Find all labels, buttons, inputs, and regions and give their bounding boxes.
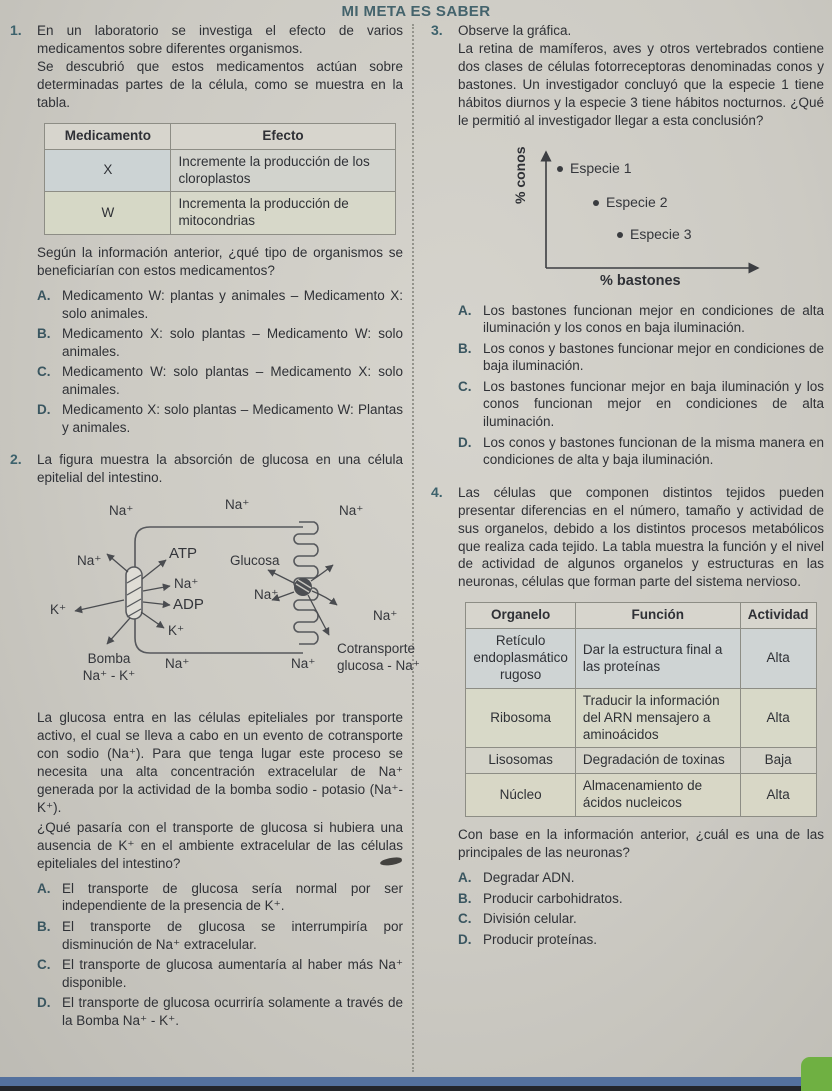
table-header-cell: Organelo: [466, 603, 576, 629]
k-label: K⁺: [50, 602, 67, 618]
question-1-intro-2: Se descubrió que estos medicamentos actúan sobre determinadas partes de la célula, como se muestra en la tabla.: [37, 58, 403, 110]
option-a: [37, 287, 403, 322]
na-label: Na⁺: [109, 503, 134, 519]
option-letter: C.: [37, 364, 51, 380]
option-text: Medicamento X: solo plantas – Medicamento W: Plantas y animales.: [62, 402, 403, 435]
option-b: [37, 918, 403, 953]
table-cell: W: [45, 192, 171, 235]
question-2-body: La glucosa entra en las células epiteliales por transporte activo, el cual se lleva a cabo en un evento de cotransporte con sodio (Na⁺). Para que tenga lugar este proceso se necesita una alta concentración extracelular de Na⁺ generada por la actividad de la bomba sodio - potasio (Na⁺- K⁺).: [37, 710, 403, 816]
table-cell: Incremente la producción de los cloroplastos: [171, 149, 395, 192]
pump-caption: Bomba Na⁺ - K⁺: [82, 651, 136, 684]
na-label: Na⁺: [225, 497, 250, 513]
table-cell: Retículo endoplasmático rugoso: [466, 629, 576, 689]
table-cell: Incrementa la producción de mitocondrias: [171, 192, 395, 235]
green-corner-tab: [801, 1057, 832, 1091]
option-letter: D.: [37, 995, 51, 1011]
option-text: El transporte de glucosa aumentaría al haber más Na⁺ disponible.: [62, 957, 403, 990]
question-2-number: 2.: [10, 451, 22, 468]
na-label: Na⁺: [254, 587, 279, 603]
table-cell: Baja: [740, 748, 816, 774]
y-axis-label: % conos: [512, 146, 528, 204]
option-letter: C.: [458, 378, 472, 394]
question-3-intro-2: La retina de mamíferos, aves y otros vertebrados contiene dos clases de células fotorreceptoras denominadas conos y bastones. Un investigador concluyó que la especie 1 tiene hábitos diurnos y la especie 3 tiene hábitos nocturnos. ¿Qué le permitió al investigador llegar a esta conclusión?: [458, 40, 824, 128]
table-row: [45, 192, 395, 235]
question-4-options: [458, 869, 824, 948]
option-d: [458, 931, 824, 949]
table-cell: Dar la estructura final a las proteínas: [575, 629, 740, 689]
na-label: Na⁺: [291, 656, 316, 672]
point-label-especie-3: Especie 3: [630, 225, 692, 242]
option-text: División celular.: [483, 911, 577, 927]
question-4: [431, 484, 824, 952]
footer-blue-bar: [0, 1077, 832, 1086]
medicamento-table: [44, 123, 395, 235]
content-columns: [10, 22, 824, 1044]
atp-label: ATP: [169, 545, 198, 563]
option-letter: A.: [37, 288, 51, 304]
option-text: Producir proteínas.: [483, 931, 598, 947]
footer-dark-edge: [0, 1086, 832, 1091]
x-axis-label: % bastones: [600, 272, 681, 289]
k-label: K⁺: [168, 623, 185, 639]
question-2: [10, 451, 420, 1032]
question-3-intro-1: Observe la gráfica.: [458, 23, 572, 38]
question-1-prompt: Según la información anterior, ¿qué tipo de organismos se beneficiarían con estos medicamentos?: [37, 245, 403, 279]
option-letter: B.: [37, 919, 51, 934]
option-a: [458, 302, 824, 337]
na-label: Na⁺: [174, 576, 199, 592]
table-header-cell: Actividad: [740, 603, 816, 629]
option-text: Los conos y bastones funcionan de la misma manera en condiciones de alta y baja iluminación.: [483, 434, 824, 468]
question-3-number: 3.: [431, 22, 443, 38]
option-letter: B.: [458, 890, 472, 906]
na-label: Na⁺: [339, 503, 364, 519]
table-cell: Lisosomas: [466, 748, 576, 774]
data-point-especie-2: [593, 200, 599, 206]
adp-label: ADP: [173, 596, 204, 614]
question-1-intro-1: En un laboratorio se investiga el efecto de varios medicamentos sobre diferentes organismos.: [37, 23, 403, 56]
option-c: [458, 910, 824, 928]
point-label-especie-2: Especie 2: [606, 193, 668, 210]
table-cell: Alta: [740, 629, 816, 689]
question-4-number: 4.: [431, 483, 443, 500]
table-cell: Alta: [740, 688, 816, 748]
right-column: [431, 22, 824, 1044]
option-letter: B.: [37, 326, 51, 342]
option-letter: A.: [458, 302, 472, 318]
question-2-options: [37, 880, 403, 1029]
organelo-table: [465, 602, 816, 817]
table-cell: X: [45, 149, 171, 192]
table-cell: Degradación de toxinas: [575, 748, 740, 774]
cotransport-caption: Cotransporte glucosa - Na⁺: [337, 641, 420, 674]
option-b: [37, 325, 403, 360]
option-text: El transporte de glucosa ocurriría solamente a través de la Bomba Na⁺ - K⁺.: [62, 995, 403, 1028]
option-a: [458, 869, 824, 887]
table-row: [466, 629, 816, 689]
option-text: Degradar ADN.: [483, 870, 575, 886]
option-d: [37, 994, 403, 1029]
option-text: Medicamento W: plantas y animales – Medicamento X: solo animales.: [62, 288, 403, 321]
point-label-especie-1: Especie 1: [570, 159, 632, 176]
option-d: [458, 434, 824, 469]
question-2-intro: La figura muestra la absorción de glucosa en una célula epitelial del intestino.: [37, 452, 403, 486]
table-header-cell: Función: [575, 603, 740, 629]
option-c: [458, 378, 824, 431]
table-cell: Núcleo: [466, 774, 576, 817]
question-1-number: 1.: [10, 22, 22, 38]
data-point-especie-3: [617, 232, 623, 238]
option-text: Medicamento X: solo plantas – Medicamento W: solo animales.: [62, 326, 403, 359]
question-1-options: [37, 287, 403, 436]
table-cell: Ribosoma: [466, 688, 576, 748]
table-row: [45, 149, 395, 192]
page-title: MI META ES SABER: [341, 3, 491, 20]
option-b: [458, 890, 824, 908]
option-letter: D.: [37, 402, 51, 418]
table-header-cell: Medicamento: [45, 123, 171, 149]
data-point-especie-1: [557, 166, 563, 172]
table-header-row: [466, 603, 816, 629]
option-d: [37, 401, 403, 436]
option-letter: A.: [458, 870, 472, 886]
table-row: [466, 748, 816, 774]
option-letter: D.: [458, 434, 472, 450]
option-text: El transporte de glucosa sería normal por ser independiente de la presencia de K⁺.: [62, 880, 403, 914]
option-c: [37, 363, 403, 398]
table-row: [466, 774, 816, 817]
na-label: Na⁺: [373, 608, 398, 624]
option-letter: D.: [458, 931, 472, 947]
question-4-prompt: Con base en la información anterior, ¿cuál es una de las principales de las neuronas?: [458, 827, 824, 861]
option-b: [458, 340, 824, 375]
question-3-options: [458, 302, 824, 469]
table-row: [466, 688, 816, 748]
cones-rods-graph: [458, 142, 824, 294]
table-cell: Almacenamiento de ácidos nucleicos: [575, 774, 740, 817]
sodium-potassium-pump: [126, 567, 142, 619]
option-text: Los conos y bastones funcionar mejor en condiciones de baja iluminación.: [483, 340, 824, 374]
option-text: Los bastones funcionan mejor en condiciones de alta iluminación y los conos en baja iluminación.: [483, 302, 824, 336]
option-text: El transporte de glucosa se interrumpiría por disminución de Na⁺ extracelular.: [62, 919, 403, 952]
question-2-prompt: ¿Qué pasaría con el transporte de glucosa si hubiera una ausencia de K⁺ en el ambiente extracelular de las células epiteliales del intestino?: [37, 820, 403, 871]
option-text: Producir carbohidratos.: [483, 890, 623, 906]
option-text: Medicamento W: solo plantas – Medicamento X: solo animales.: [62, 364, 403, 397]
option-letter: A.: [37, 880, 51, 896]
question-3: [431, 22, 824, 472]
glucose-transport-diagram: [37, 495, 420, 705]
table-cell: Alta: [740, 774, 816, 817]
table-cell: Traducir la información del ARN mensajero a aminoácidos: [575, 688, 740, 748]
glucosa-label: Glucosa: [230, 553, 280, 569]
option-c: [37, 956, 403, 991]
option-letter: C.: [37, 957, 51, 973]
table-header-cell: Efecto: [171, 123, 395, 149]
option-a: [37, 880, 403, 915]
table-header-row: [45, 123, 395, 149]
question-1: [10, 22, 403, 439]
left-column: [10, 22, 420, 1044]
option-letter: B.: [458, 340, 472, 356]
na-label: Na⁺: [77, 553, 102, 569]
option-text: Los bastones funcionar mejor en baja iluminación y los conos funcionan mejor en condiciones de alta iluminación.: [483, 378, 824, 429]
question-4-intro: Las células que componen distintos tejidos pueden presentar diferencias en el número, tamaño y actividad de sus organelos, debido a los distintos procesos metabólicos que realiza cada tejido. La tabla muestra la función y el nivel de actividad de algunos organelos y estructuras en las neuronas, células que forman parte del sistema nervioso.: [458, 484, 824, 590]
option-letter: C.: [458, 911, 472, 927]
na-label: Na⁺: [165, 656, 190, 672]
